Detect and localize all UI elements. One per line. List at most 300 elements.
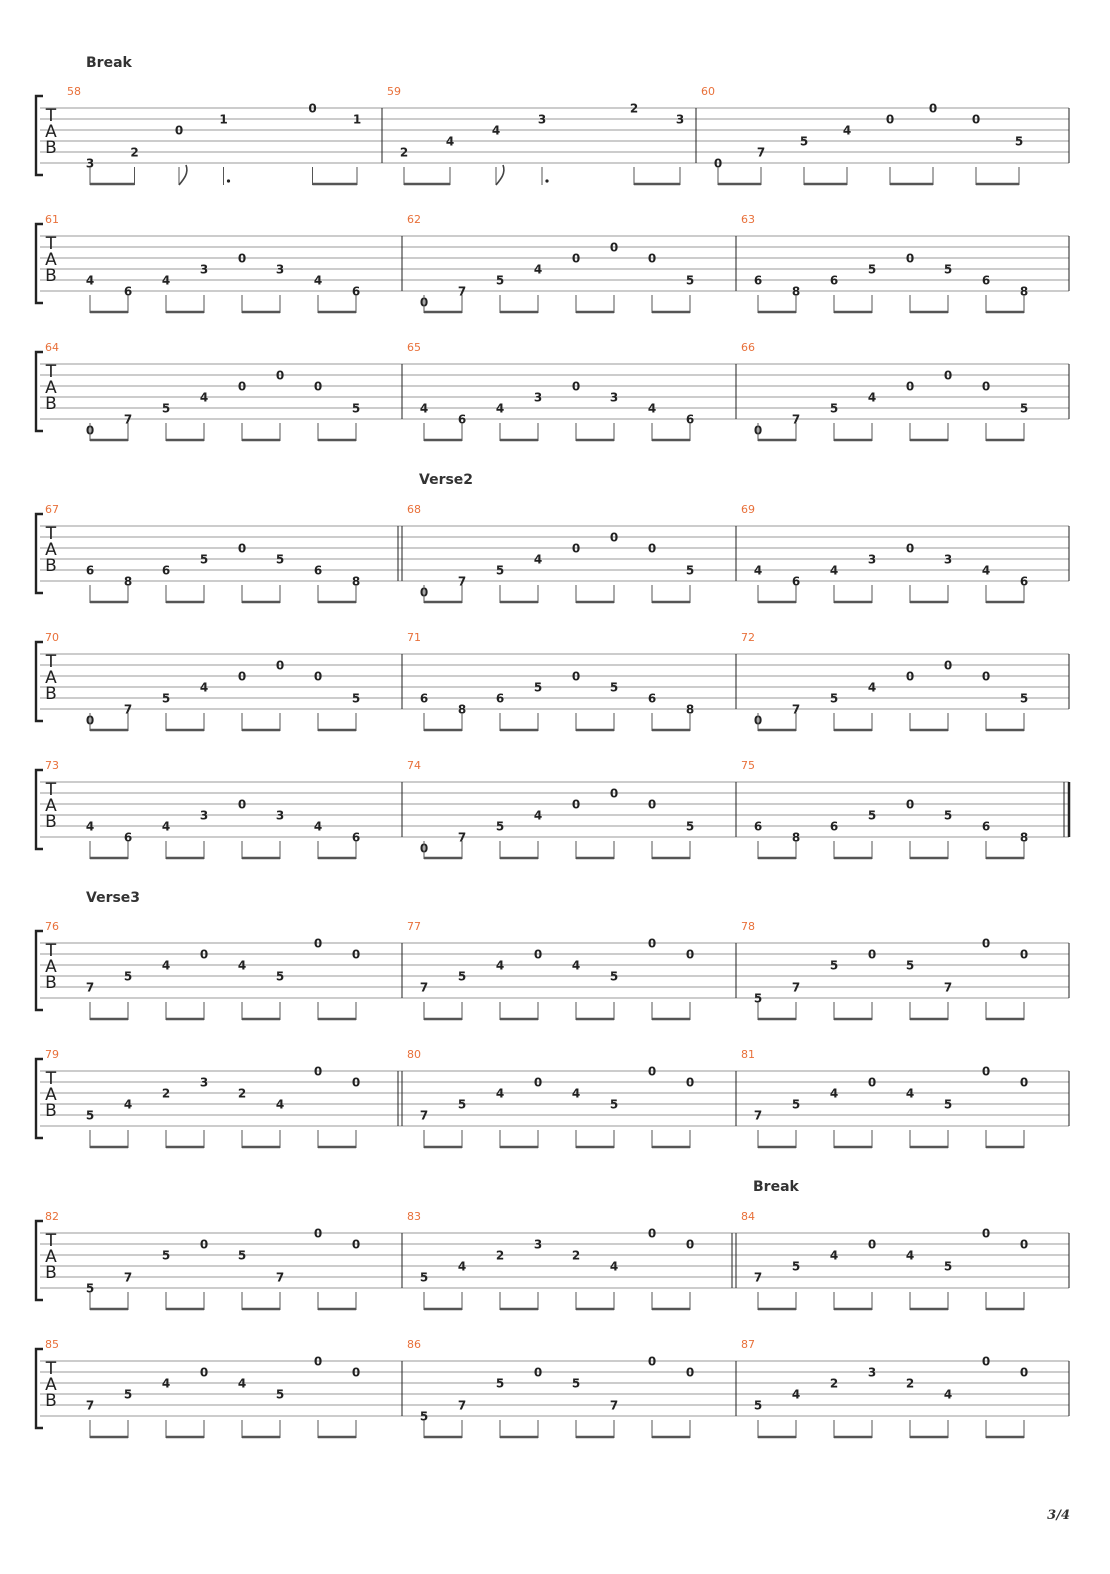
fret-number: 0 (199, 1237, 209, 1252)
fret-number: 0 (981, 1064, 991, 1079)
measure-number: 65 (407, 341, 421, 354)
fret-number: 3 (275, 262, 285, 277)
tab-clef-letter: T (45, 1231, 57, 1251)
fret-number: 2 (829, 1376, 839, 1391)
tab-clef-letter: B (45, 556, 57, 576)
fret-number: 5 (351, 401, 361, 416)
fret-number: 5 (829, 401, 839, 416)
tab-system (36, 1210, 1069, 1310)
fret-number: 0 (981, 379, 991, 394)
measure-number: 69 (741, 503, 755, 516)
measure-number: 59 (387, 85, 401, 98)
fret-number: 2 (905, 1376, 915, 1391)
fret-number: 7 (943, 980, 953, 995)
fret-number: 4 (85, 273, 95, 288)
fret-number: 0 (308, 101, 317, 116)
fret-number: 7 (85, 980, 95, 995)
fret-number: 7 (753, 1108, 763, 1123)
measure-number: 73 (45, 759, 59, 772)
fret-number: 0 (867, 947, 877, 962)
fret-number: 0 (237, 669, 247, 684)
tab-clef-letter: B (45, 1391, 57, 1411)
measure-number: 64 (45, 341, 59, 354)
fret-number: 0 (313, 669, 323, 684)
fret-number: 6 (85, 563, 95, 578)
fret-number: 0 (313, 936, 323, 951)
fret-number: 5 (275, 969, 285, 984)
fret-number: 5 (685, 819, 695, 834)
fret-number: 0 (275, 368, 285, 383)
fret-number: 4 (867, 390, 877, 405)
fret-number: 5 (905, 958, 915, 973)
fret-number: 7 (123, 412, 133, 427)
fret-number: 0 (609, 530, 619, 545)
fret-number: 3 (943, 552, 953, 567)
fret-number: 7 (419, 980, 429, 995)
fret-number: 4 (533, 262, 543, 277)
fret-number: 0 (647, 1226, 657, 1241)
fret-number: 0 (419, 841, 429, 856)
fret-number: 2 (237, 1086, 247, 1101)
fret-number: 4 (491, 123, 501, 138)
fret-number: 4 (199, 680, 209, 695)
fret-number: 6 (351, 284, 361, 299)
fret-number: 0 (419, 295, 429, 310)
tab-clef-letter: A (45, 1085, 57, 1105)
tab-clef-letter: B (45, 812, 57, 832)
fret-number: 8 (351, 574, 361, 589)
fret-number: 0 (647, 541, 657, 556)
fret-number: 0 (609, 786, 619, 801)
fret-number: 5 (1014, 134, 1024, 149)
fret-number: 5 (85, 1281, 95, 1296)
fret-number: 6 (419, 691, 429, 706)
measure-number: 85 (45, 1338, 59, 1351)
measure-number: 87 (741, 1338, 755, 1351)
fret-number: 0 (647, 936, 657, 951)
tab-clef-letter: T (45, 362, 57, 382)
fret-number: 7 (419, 1108, 429, 1123)
fret-number: 4 (829, 1086, 839, 1101)
fret-number: 4 (313, 819, 323, 834)
measure-number: 83 (407, 1210, 421, 1223)
fret-number: 5 (571, 1376, 581, 1391)
fret-number: 0 (237, 541, 247, 556)
fret-number: 4 (313, 273, 323, 288)
tab-clef-letter: B (45, 266, 57, 286)
tab-clef-letter: B (45, 973, 57, 993)
tab-clef-letter: A (45, 1375, 57, 1395)
fret-number: 0 (905, 379, 915, 394)
fret-number: 4 (419, 401, 429, 416)
fret-number: 4 (275, 1097, 285, 1112)
fret-number: 8 (791, 284, 801, 299)
fret-number: 5 (685, 273, 695, 288)
fret-number: 7 (457, 830, 467, 845)
tab-clef-letter: T (45, 780, 57, 800)
fret-number: 0 (85, 713, 95, 728)
measure-number: 84 (741, 1210, 755, 1223)
fret-number: 4 (647, 401, 657, 416)
fret-number: 6 (313, 563, 323, 578)
fret-number: 0 (905, 669, 915, 684)
fret-number: 0 (713, 156, 723, 171)
fret-number: 4 (161, 958, 171, 973)
measure-number: 82 (45, 1210, 59, 1223)
fret-number: 6 (981, 273, 991, 288)
fret-number: 0 (199, 947, 209, 962)
tab-clef-letter: A (45, 250, 57, 270)
fret-number: 0 (971, 112, 981, 127)
fret-number: 4 (609, 1259, 619, 1274)
fret-number: 0 (867, 1075, 877, 1090)
fret-number: 3 (199, 1075, 209, 1090)
fret-number: 0 (943, 658, 953, 673)
measure-number: 76 (45, 920, 59, 933)
tab-system (36, 631, 1069, 731)
tab-clef-letter: T (45, 1069, 57, 1089)
measure-number: 75 (741, 759, 755, 772)
fret-number: 5 (799, 134, 809, 149)
fret-number: 3 (199, 262, 209, 277)
fret-number: 0 (685, 947, 695, 962)
fret-number: 5 (237, 1248, 247, 1263)
fret-number: 7 (123, 1270, 133, 1285)
measure-number: 79 (45, 1048, 59, 1061)
fret-number: 1 (219, 112, 228, 127)
fret-number: 5 (495, 273, 505, 288)
fret-number: 7 (753, 1270, 763, 1285)
fret-number: 0 (533, 1075, 543, 1090)
fret-number: 0 (905, 251, 915, 266)
fret-number: 0 (647, 251, 657, 266)
fret-number: 6 (495, 691, 505, 706)
fret-number: 6 (753, 273, 763, 288)
fret-number: 7 (609, 1398, 619, 1413)
fret-number: 8 (685, 702, 695, 717)
fret-number: 3 (275, 808, 285, 823)
tab-clef-letter: B (45, 1263, 57, 1283)
fret-number: 0 (753, 423, 763, 438)
fret-number: 7 (457, 574, 467, 589)
fret-number: 0 (237, 379, 247, 394)
fret-number: 0 (571, 541, 581, 556)
fret-number: 5 (161, 1248, 171, 1263)
fret-number: 0 (647, 797, 657, 812)
fret-number: 4 (237, 1376, 247, 1391)
measure-number: 77 (407, 920, 421, 933)
fret-number: 5 (867, 262, 877, 277)
tab-clef-letter: A (45, 378, 57, 398)
fret-number: 5 (457, 969, 467, 984)
fret-number: 3 (533, 1237, 543, 1252)
fret-number: 4 (161, 273, 171, 288)
fret-number: 0 (419, 585, 429, 600)
fret-number: 0 (1019, 1237, 1029, 1252)
fret-number: 6 (829, 819, 839, 834)
fret-number: 8 (791, 830, 801, 845)
fret-number: 5 (351, 691, 361, 706)
fret-number: 1 (352, 112, 362, 127)
tab-clef-letter: T (45, 524, 57, 544)
fret-number: 8 (1019, 830, 1029, 845)
fret-number: 4 (161, 819, 171, 834)
section-label: Verse2 (419, 472, 474, 488)
fret-number: 0 (1019, 947, 1029, 962)
measure-number: 71 (407, 631, 421, 644)
tab-clef-letter: A (45, 668, 57, 688)
measure-number: 74 (407, 759, 421, 772)
tab-clef-letter: B (45, 1101, 57, 1121)
fret-number: 0 (685, 1237, 695, 1252)
fret-number: 0 (351, 1365, 361, 1380)
fret-number: 0 (753, 713, 763, 728)
fret-number: 3 (867, 1365, 877, 1380)
fret-number: 4 (829, 1248, 839, 1263)
fret-number: 5 (1019, 691, 1029, 706)
fret-number: 6 (829, 273, 839, 288)
fret-number: 3 (537, 112, 547, 127)
fret-number: 5 (943, 1097, 953, 1112)
fret-number: 4 (981, 563, 991, 578)
fret-number: 6 (161, 563, 171, 578)
tab-system (36, 920, 1069, 1020)
fret-number: 0 (609, 240, 619, 255)
fret-number: 0 (981, 936, 991, 951)
tab-clef-letter: T (45, 234, 57, 254)
fret-number: 5 (609, 1097, 619, 1112)
tab-clef-letter: A (45, 122, 57, 142)
fret-number: 5 (199, 552, 209, 567)
fret-number: 3 (533, 390, 543, 405)
fret-number: 0 (981, 1226, 991, 1241)
fret-number: 5 (943, 808, 953, 823)
measure-number: 66 (741, 341, 755, 354)
fret-number: 0 (313, 1354, 323, 1369)
fret-number: 0 (943, 368, 953, 383)
fret-number: 5 (85, 1108, 95, 1123)
fret-number: 8 (1019, 284, 1029, 299)
fret-number: 8 (123, 574, 133, 589)
fret-number: 0 (313, 1226, 323, 1241)
tab-clef-letter: B (45, 684, 57, 704)
tab-clef-letter: T (45, 941, 57, 961)
fret-number: 6 (685, 412, 695, 427)
fret-number: 4 (533, 552, 543, 567)
fret-number: 5 (867, 808, 877, 823)
fret-number: 0 (1019, 1365, 1029, 1380)
fret-number: 7 (275, 1270, 285, 1285)
fret-number: 6 (647, 691, 657, 706)
fret-number: 7 (457, 284, 467, 299)
fret-number: 2 (495, 1248, 505, 1263)
fret-number: 0 (313, 379, 323, 394)
measure-number: 86 (407, 1338, 421, 1351)
fret-number: 4 (533, 808, 543, 823)
fret-number: 0 (685, 1365, 695, 1380)
fret-number: 5 (161, 401, 171, 416)
fret-number: 8 (457, 702, 467, 717)
fret-number: 5 (685, 563, 695, 578)
fret-number: 7 (457, 1398, 467, 1413)
fret-number: 5 (419, 1270, 429, 1285)
fret-number: 0 (905, 797, 915, 812)
fret-number: 0 (685, 1075, 695, 1090)
fret-number: 5 (791, 1259, 801, 1274)
fret-number: 3 (675, 112, 685, 127)
fret-number: 5 (457, 1097, 467, 1112)
fret-number: 0 (905, 541, 915, 556)
fret-number: 0 (237, 797, 247, 812)
fret-number: 4 (791, 1387, 801, 1402)
fret-number: 0 (237, 251, 247, 266)
eighth-flag (496, 165, 504, 185)
fret-number: 6 (123, 830, 133, 845)
tab-clef-letter: T (45, 652, 57, 672)
measure-number: 68 (407, 503, 421, 516)
fret-number: 7 (791, 702, 801, 717)
fret-number: 6 (351, 830, 361, 845)
fret-number: 0 (85, 423, 95, 438)
fret-number: 4 (842, 123, 852, 138)
section-label: Break (753, 1179, 799, 1195)
fret-number: 6 (791, 574, 801, 589)
fret-number: 4 (571, 958, 581, 973)
fret-number: 5 (161, 691, 171, 706)
tab-clef-letter: B (45, 138, 57, 158)
fret-number: 4 (495, 958, 505, 973)
fret-number: 0 (571, 669, 581, 684)
fret-number: 0 (351, 947, 361, 962)
fret-number: 5 (609, 680, 619, 695)
fret-number: 7 (123, 702, 133, 717)
fret-number: 2 (130, 145, 139, 160)
eighth-flag (179, 165, 187, 185)
measure-number: 70 (45, 631, 59, 644)
tab-system (36, 1338, 1069, 1438)
fret-number: 5 (943, 1259, 953, 1274)
fret-number: 0 (533, 947, 543, 962)
fret-number: 0 (647, 1064, 657, 1079)
fret-number: 5 (753, 991, 763, 1006)
fret-number: 4 (161, 1376, 171, 1391)
fret-number: 0 (174, 123, 184, 138)
fret-number: 0 (571, 379, 581, 394)
fret-number: 7 (791, 412, 801, 427)
fret-number: 0 (981, 1354, 991, 1369)
fret-number: 4 (237, 958, 247, 973)
fret-number: 5 (609, 969, 619, 984)
fret-number: 4 (457, 1259, 467, 1274)
measure-number: 63 (741, 213, 755, 226)
fret-number: 4 (829, 563, 839, 578)
fret-number: 6 (123, 284, 133, 299)
fret-number: 3 (609, 390, 619, 405)
fret-number: 3 (867, 552, 877, 567)
fret-number: 4 (943, 1387, 953, 1402)
fret-number: 5 (419, 1409, 429, 1424)
tab-clef-letter: A (45, 957, 57, 977)
fret-number: 4 (199, 390, 209, 405)
fret-number: 4 (123, 1097, 133, 1112)
fret-number: 0 (533, 1365, 543, 1380)
fret-number: 5 (791, 1097, 801, 1112)
fret-number: 5 (943, 262, 953, 277)
fret-number: 6 (457, 412, 467, 427)
fret-number: 7 (85, 1398, 95, 1413)
fret-number: 2 (629, 101, 639, 116)
fret-number: 0 (647, 1354, 657, 1369)
fret-number: 4 (571, 1086, 581, 1101)
tab-clef-letter: B (45, 394, 57, 414)
fret-number: 5 (495, 819, 505, 834)
fret-number: 5 (829, 958, 839, 973)
fret-number: 4 (905, 1086, 915, 1101)
fret-number: 4 (495, 1086, 505, 1101)
fret-number: 4 (867, 680, 877, 695)
measure-number: 61 (45, 213, 59, 226)
tab-system (36, 85, 1069, 185)
fret-number: 0 (867, 1237, 877, 1252)
measure-number: 58 (67, 85, 81, 98)
fret-number: 4 (445, 134, 455, 149)
fret-number: 6 (981, 819, 991, 834)
fret-number: 3 (85, 156, 95, 171)
tab-system (36, 213, 1069, 313)
tab-system (36, 341, 1069, 441)
fret-number: 5 (495, 1376, 505, 1391)
fret-number: 5 (1019, 401, 1029, 416)
fret-number: 0 (351, 1237, 361, 1252)
tab-system (36, 759, 1069, 859)
fret-number: 0 (928, 101, 938, 116)
section-label: Break (86, 55, 132, 71)
rhythm-dot (227, 179, 230, 182)
fret-number: 5 (829, 691, 839, 706)
fret-number: 5 (495, 563, 505, 578)
tab-system (36, 503, 1069, 603)
rhythm-dot (545, 179, 548, 182)
tab-clef-letter: T (45, 1359, 57, 1379)
measure-number: 60 (701, 85, 715, 98)
fret-number: 4 (85, 819, 95, 834)
fret-number: 4 (495, 401, 505, 416)
fret-number: 7 (756, 145, 766, 160)
measure-number: 72 (741, 631, 755, 644)
fret-number: 5 (275, 552, 285, 567)
section-label: Verse3 (86, 890, 141, 906)
fret-number: 6 (753, 819, 763, 834)
fret-number: 0 (275, 658, 285, 673)
fret-number: 7 (791, 980, 801, 995)
tab-clef-letter: A (45, 796, 57, 816)
tab-clef-letter: T (45, 106, 57, 126)
measure-number: 81 (741, 1048, 755, 1061)
fret-number: 0 (1019, 1075, 1029, 1090)
fret-number: 0 (981, 669, 991, 684)
fret-number: 6 (1019, 574, 1029, 589)
fret-number: 0 (571, 251, 581, 266)
fret-number: 5 (275, 1387, 285, 1402)
measure-number: 67 (45, 503, 59, 516)
fret-number: 4 (905, 1248, 915, 1263)
fret-number: 2 (161, 1086, 171, 1101)
fret-number: 4 (753, 563, 763, 578)
measure-number: 78 (741, 920, 755, 933)
page-number: 3/4 (1047, 1508, 1070, 1523)
fret-number: 0 (351, 1075, 361, 1090)
tab-clef-letter: A (45, 1247, 57, 1267)
